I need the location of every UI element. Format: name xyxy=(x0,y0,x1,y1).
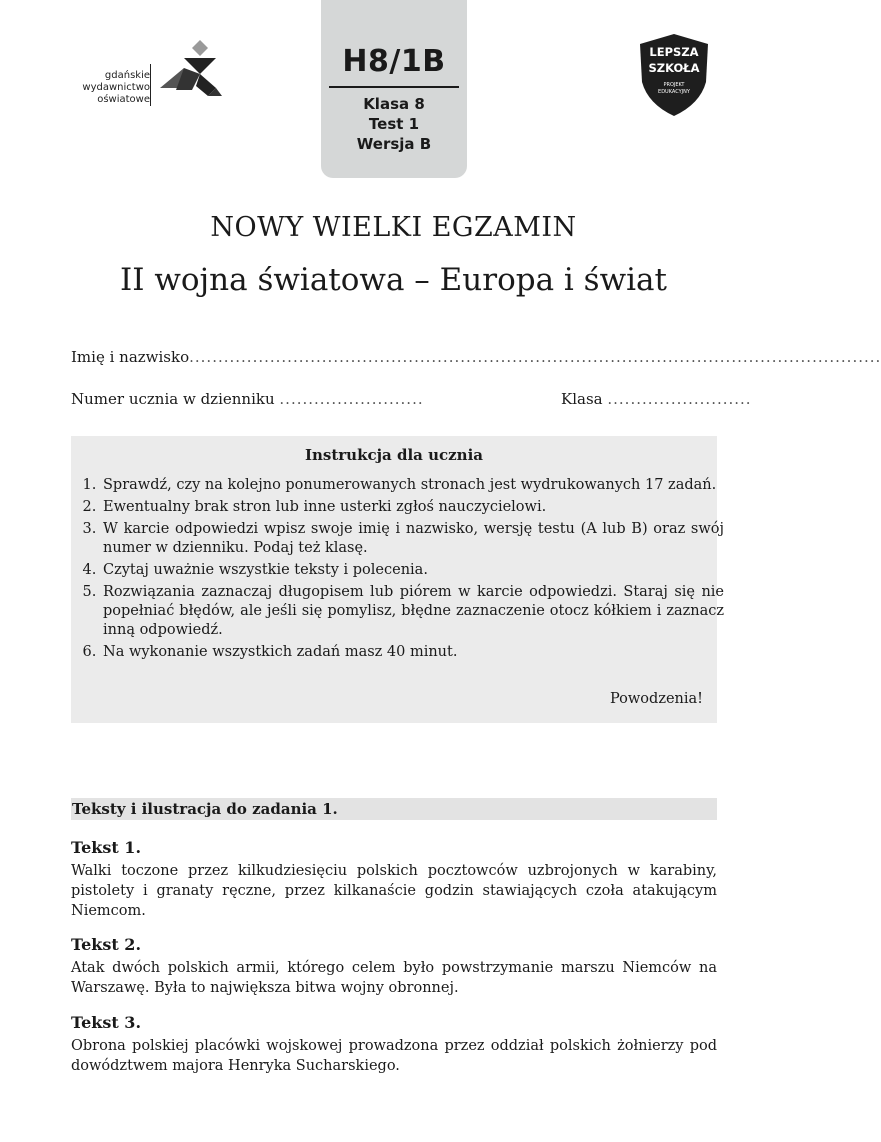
text-label: Tekst 3. xyxy=(71,1013,142,1032)
section-heading-text: Teksty i ilustracja do zadania 1. xyxy=(72,800,338,818)
publisher-line: gdańskie xyxy=(104,70,150,81)
class-field[interactable]: Klasa ......................... xyxy=(561,390,752,408)
section-heading xyxy=(71,798,717,820)
publisher-logo xyxy=(60,38,230,113)
instruction-item: 4. Czytaj uważnie wszystkie teksty i polecenia. xyxy=(101,561,724,580)
instruction-item: 3. W karcie odpowiedzi wpisz swoje imię i nazwisko, wersję testu (A lub B) oraz swój numer w dzienniku. Podaj też klasę. xyxy=(101,520,724,558)
code-divider xyxy=(329,86,459,88)
badge-line-3: PROJEKT xyxy=(663,82,685,88)
text-block-1 xyxy=(71,838,717,921)
instructions-box xyxy=(71,436,724,723)
test-code-box xyxy=(321,0,467,178)
publisher-name xyxy=(82,70,150,106)
instruction-item: 5. Rozwiązania zaznaczaj długopisem lub piórem w karcie odpowiedzi. Staraj się nie popełniać błędów, ale jeśli się pomylisz, błędne zaznaczenie otocz kółkiem i zaznacz inną odpowiedź. xyxy=(101,583,724,640)
version-label: Wersja B xyxy=(356,135,432,153)
student-number-field[interactable]: Numer ucznia w dzienniku ......................... xyxy=(71,390,424,408)
exam-topic-title: II wojna światowa – Europa i świat xyxy=(120,262,667,298)
instruction-item: 1. Sprawdź, czy na kolejno ponumerowanych stronach jest wydrukowanych 17 zadań. xyxy=(101,476,724,495)
badge-line-2: SZKOŁA xyxy=(648,61,700,75)
text-body: Atak dwóch polskich armii, którego celem było powstrzymanie marszu Niemców na Warszawę. Była to największa bitwa wojny obronnej. xyxy=(71,960,717,996)
text-block-2 xyxy=(71,935,717,998)
badge-line-1: LEPSZA xyxy=(649,45,699,59)
instruction-item: 6. Na wykonanie wszystkich zadań masz 40 minut. xyxy=(101,643,724,662)
publisher-line: oświatowe xyxy=(97,94,150,105)
instruction-item: 2. Ewentualny brak stron lub inne usterki zgłoś nauczycielowi. xyxy=(101,498,724,517)
text-body: Obrona polskiej placówki wojskowej prowadzona przez oddział polskich żołnierzy pod dowództwem majora Henryka Sucharskiego. xyxy=(71,1038,717,1074)
name-field[interactable]: Imię i nazwisko........................................................................................................................ xyxy=(71,348,881,366)
instructions-list xyxy=(81,476,724,665)
text-label: Tekst 2. xyxy=(71,935,142,954)
test-code: H8/1B xyxy=(342,44,446,79)
test-label: Test 1 xyxy=(368,115,420,133)
student-number-label: Numer ucznia w dzienniku xyxy=(71,390,275,408)
exam-series-title: NOWY WIELKI EGZAMIN xyxy=(210,212,577,243)
instructions-heading: Instrukcja dla ucznia xyxy=(304,446,483,464)
text-label: Tekst 1. xyxy=(71,838,142,857)
text-block-3 xyxy=(71,1013,717,1076)
text-body: Walki toczone przez kilkudziesięciu polskich pocztowców uzbrojonych w karabiny, pistolety i granaty ręczne, przez kilkanaście godzin stawiających czoła atakującym Niemcom. xyxy=(71,863,717,919)
badge-line-4: EDUKACYJNY xyxy=(658,89,690,95)
tangram-logo-icon xyxy=(156,38,228,102)
name-label: Imię i nazwisko xyxy=(71,348,190,366)
closing-text: Powodzenia! xyxy=(610,691,703,707)
class-field-label: Klasa xyxy=(561,390,603,408)
publisher-line: wydawnictwo xyxy=(82,82,150,93)
class-label: Klasa 8 xyxy=(363,95,425,113)
publisher-divider xyxy=(150,64,151,106)
lepsza-szkola-badge-icon xyxy=(636,32,712,118)
